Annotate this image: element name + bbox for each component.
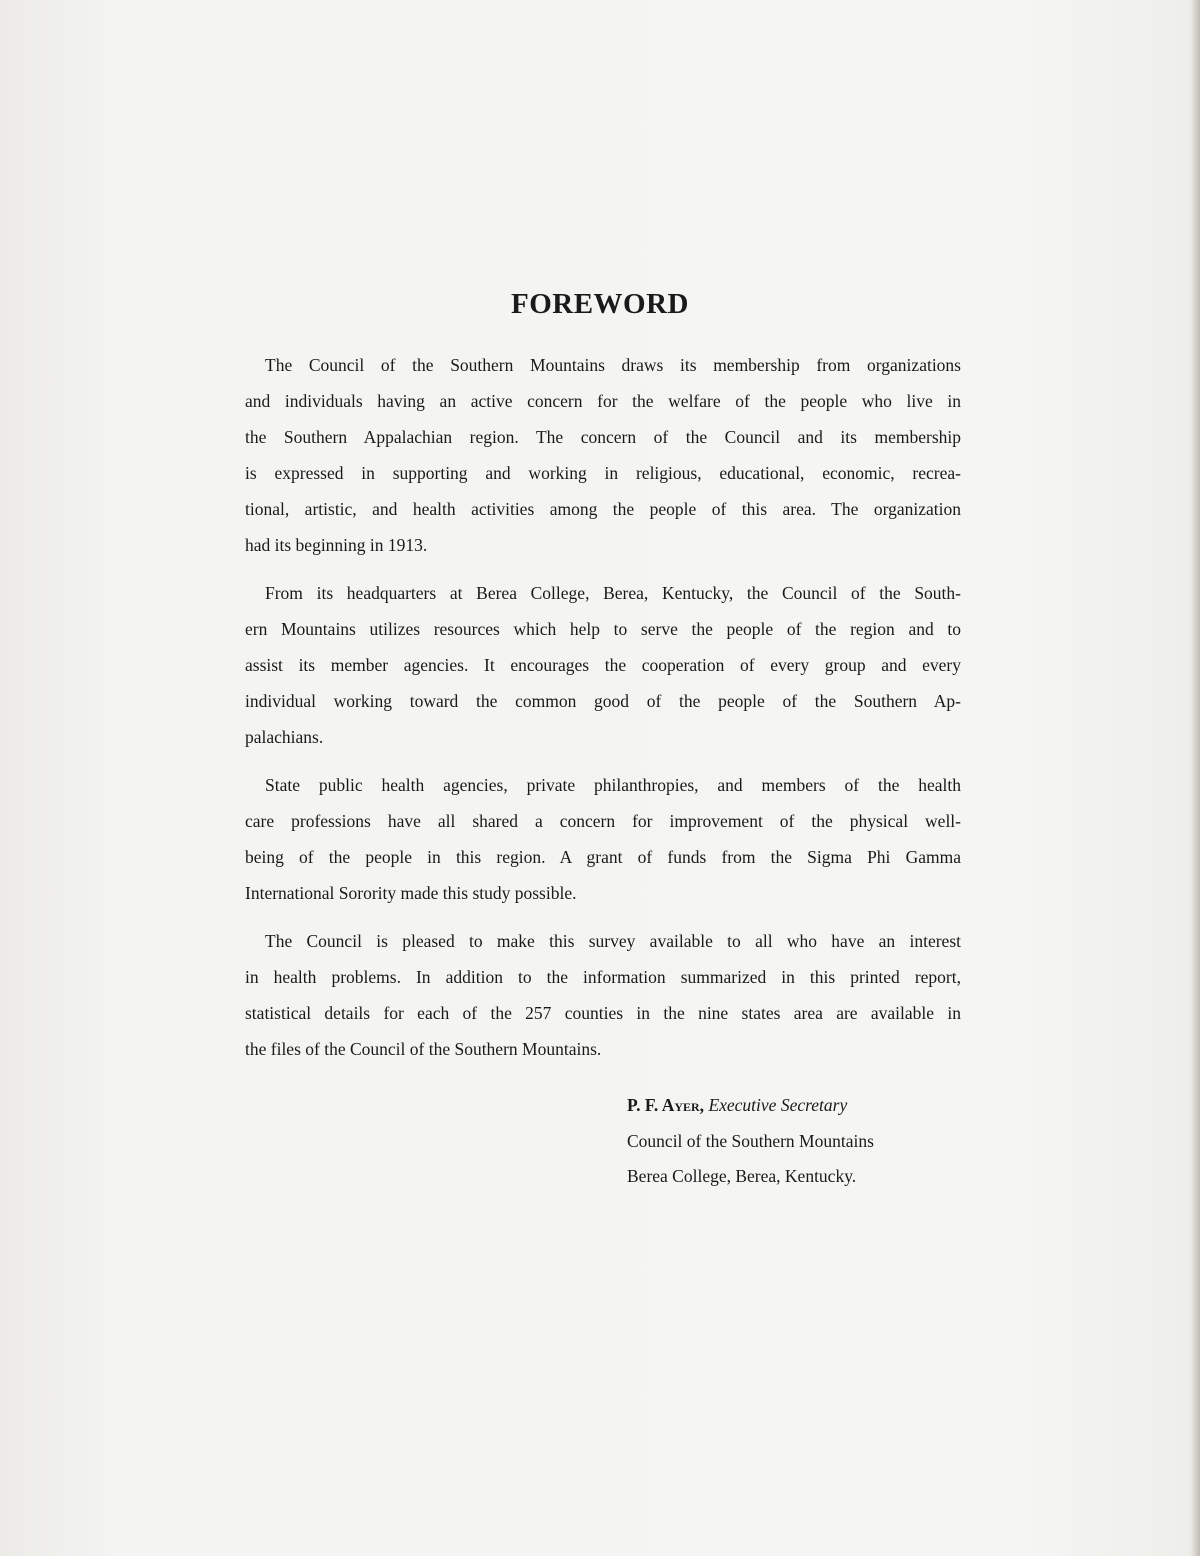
text-line: had its beginning in 1913. xyxy=(245,535,428,555)
text-line: ern Mountains utilizes resources which help to serve the people of the region and to xyxy=(245,619,961,639)
text-line: assist its member agencies. It encourages the cooperation of every group and every xyxy=(245,655,961,675)
text-line: the files of the Council of the Southern Mountains. xyxy=(245,1039,602,1059)
text-line: From its headquarters at Berea College, Berea, Kentucky, the Council of the South- xyxy=(265,583,961,603)
page-title: FOREWORD xyxy=(511,288,689,320)
text-line: being of the people in this region. A grant of funds from the Sigma Phi Gamma xyxy=(245,847,961,867)
text-line: care professions have all shared a concern for improvement of the physical well- xyxy=(245,811,961,831)
paragraph xyxy=(245,772,961,916)
page-edge xyxy=(1192,0,1200,1556)
signatory-name: P. F. Ayer, xyxy=(627,1095,705,1115)
signatory-role: Executive Secretary xyxy=(708,1095,848,1115)
signatory-address: Berea College, Berea, Kentucky. xyxy=(627,1166,857,1186)
foreword-body xyxy=(245,352,961,1084)
text-line: The Council of the Southern Mountains draws its membership from organizations xyxy=(265,355,961,375)
signature-block xyxy=(627,1092,874,1199)
paragraph xyxy=(245,580,961,760)
signatory-organization: Council of the Southern Mountains xyxy=(627,1130,874,1151)
text-line: palachians. xyxy=(245,727,324,747)
paragraph xyxy=(245,352,961,568)
text-line: statistical details for each of the 257 counties in the nine states area are available in xyxy=(245,1003,961,1023)
signature-name-line xyxy=(627,1092,874,1128)
text-line: the Southern Appalachian region. The concern of the Council and its membership xyxy=(245,427,961,447)
text-line: The Council is pleased to make this survey available to all who have an interest xyxy=(265,931,961,951)
paragraph xyxy=(245,928,961,1072)
text-line: is expressed in supporting and working in religious, educational, economic, recrea- xyxy=(245,463,961,483)
text-line: State public health agencies, private philanthropies, and members of the health xyxy=(265,775,961,795)
text-line: in health problems. In addition to the information summarized in this printed report, xyxy=(245,967,961,987)
text-line: and individuals having an active concern for the welfare of the people who live in xyxy=(245,391,961,411)
text-line: International Sorority made this study possible. xyxy=(245,883,577,903)
text-line: tional, artistic, and health activities among the people of this area. The organization xyxy=(245,499,961,519)
text-line: individual working toward the common good of the people of the Southern Ap- xyxy=(245,691,961,711)
